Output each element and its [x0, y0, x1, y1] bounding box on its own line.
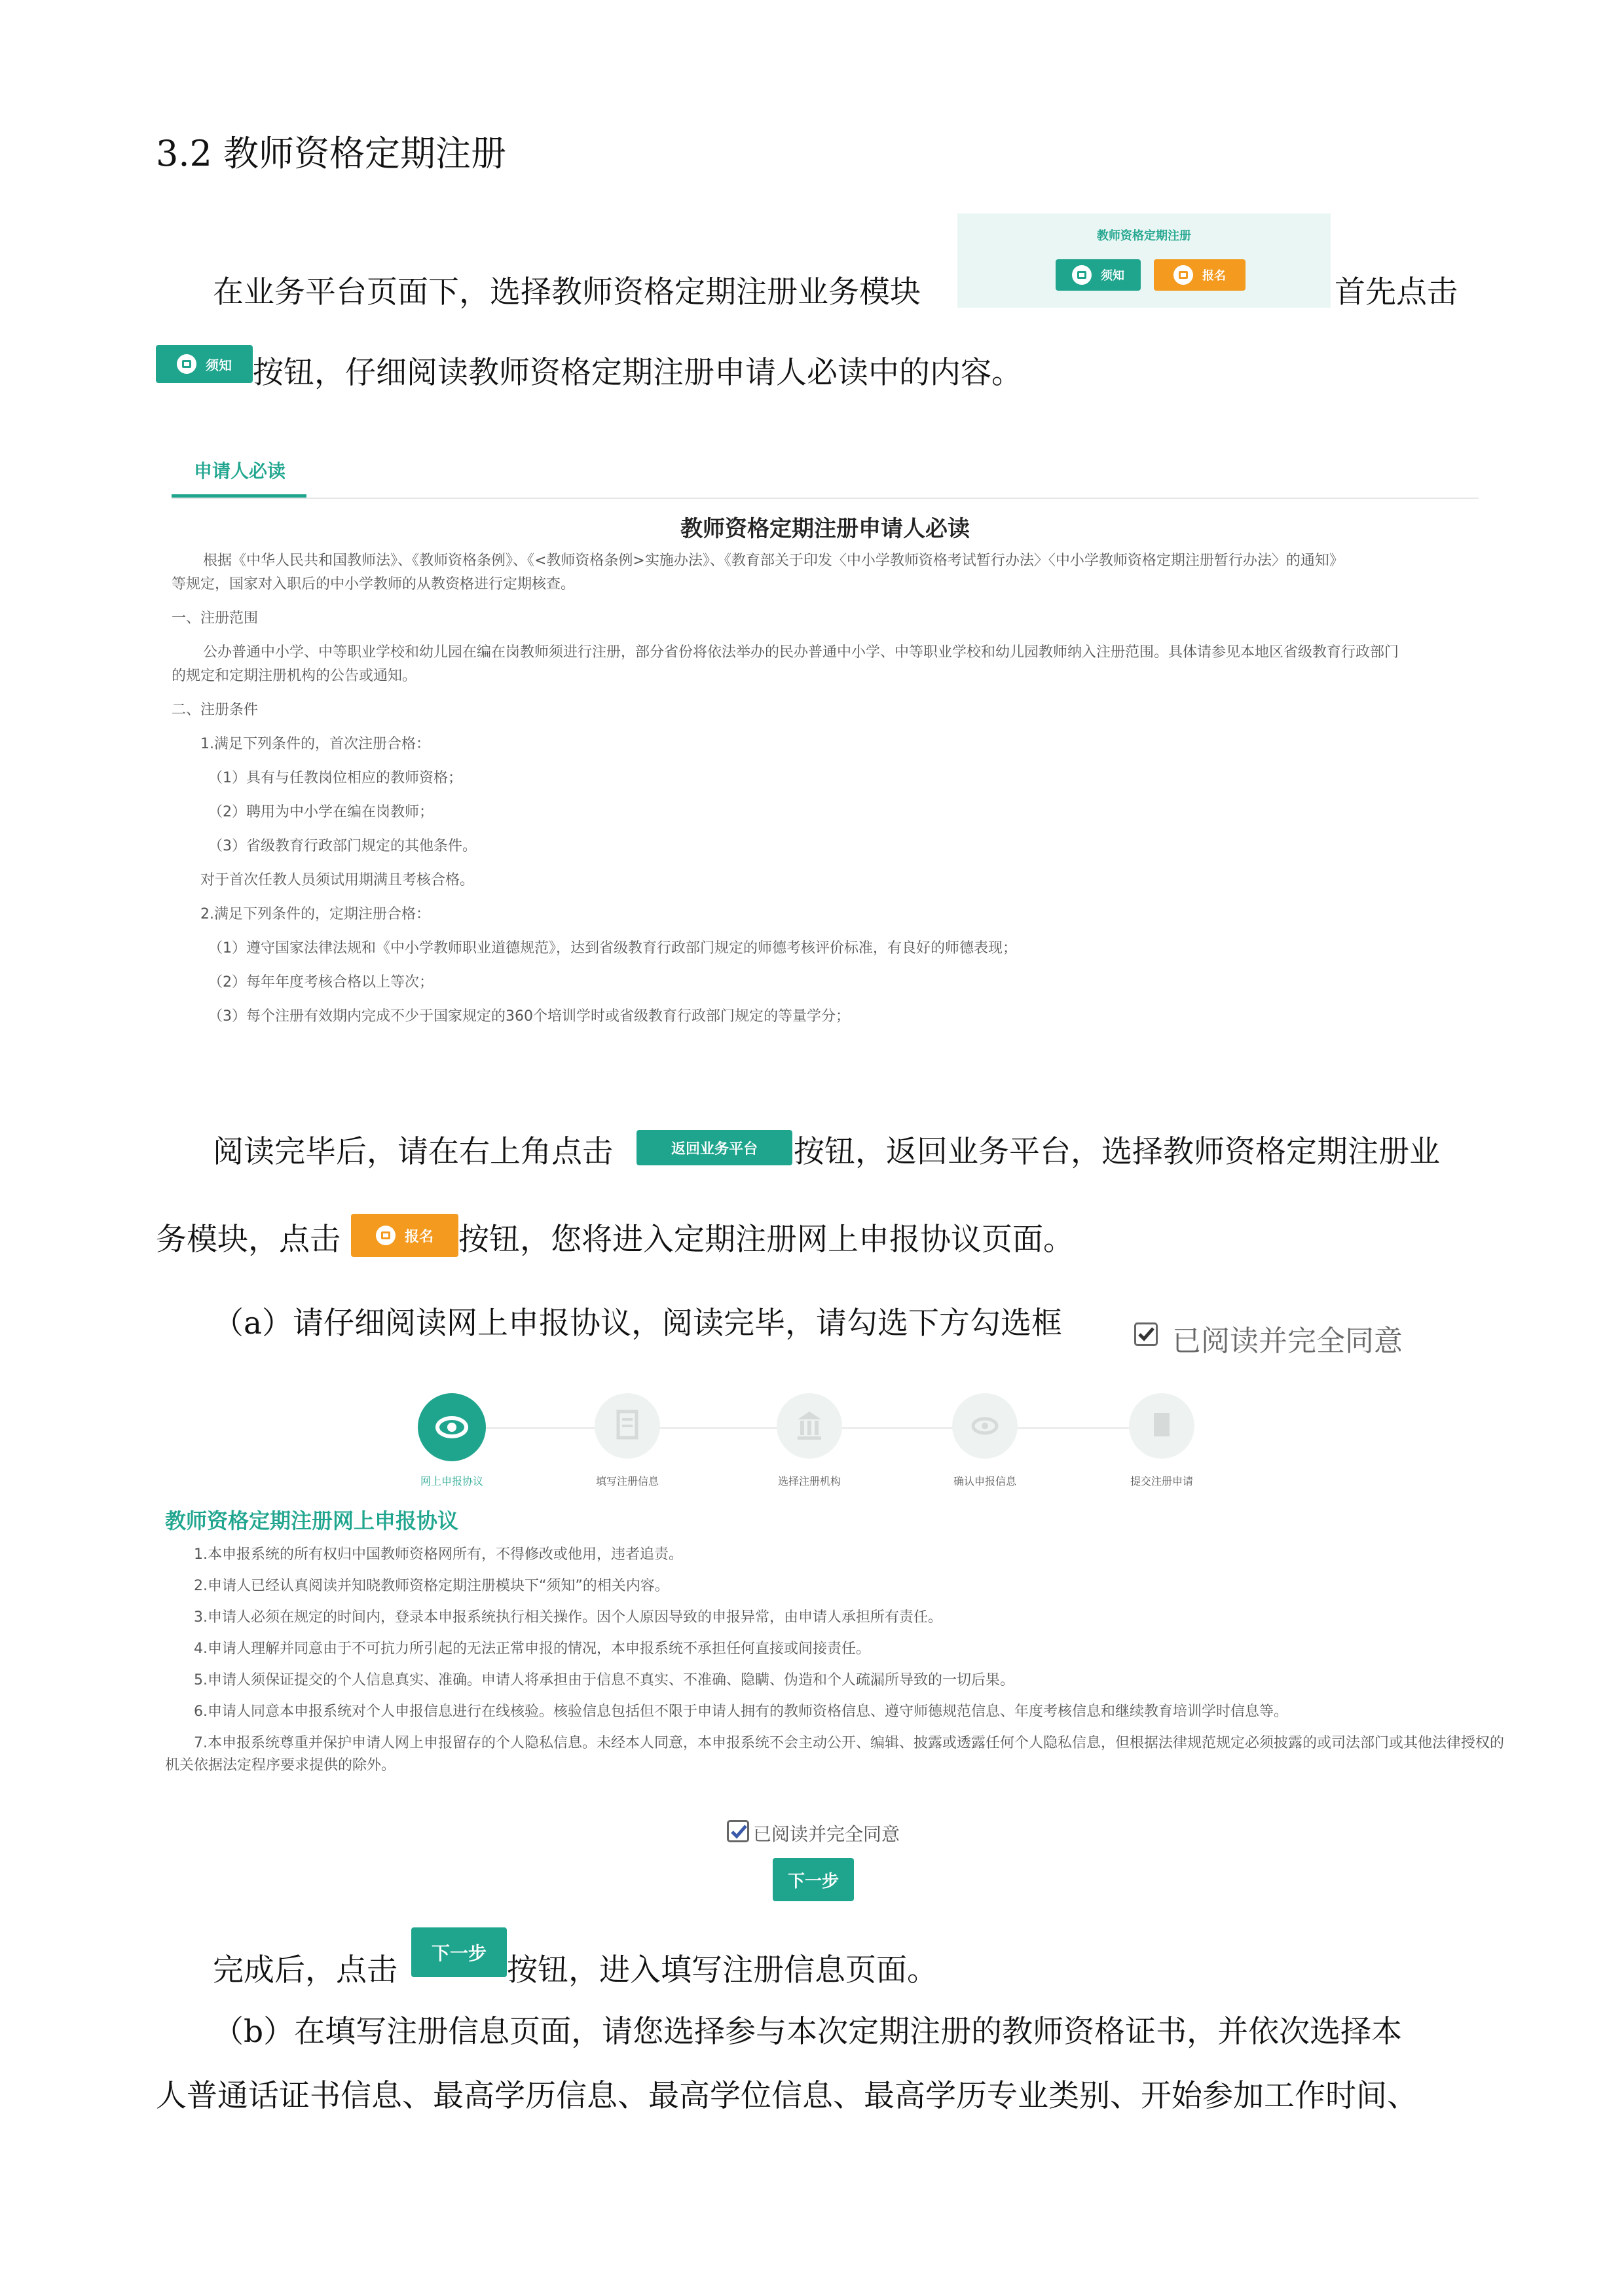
- step-5-label: 提交注册申请: [1130, 1475, 1193, 1487]
- eye-icon: [952, 1393, 1018, 1459]
- paragraph-2-line2-after: 按钮，您将进入定期注册网上申报协议页面。: [458, 1222, 1074, 1258]
- paragraph-4-before: 完成后，点击: [213, 1952, 397, 1988]
- apply-icon: [376, 1226, 396, 1245]
- paragraph-1-after: 首先点击: [1335, 274, 1458, 310]
- check-icon: [1136, 1324, 1156, 1344]
- agreement-line: 4.申请人理解并同意由于不可抗力所引起的无法正常申报的情况，本申报系统不承担任何直接或间接责任。: [194, 1641, 870, 1657]
- must-read-line: （3）每个注册有效期内完成不少于国家规定的360个培训学时或省级教育行政部门规定的等量学分；: [208, 1008, 850, 1025]
- step-3-label: 选择注册机构: [777, 1475, 841, 1487]
- check-icon: [729, 1822, 748, 1842]
- agreement-line: 机关依据法定程序要求提供的除外。: [165, 1757, 396, 1774]
- agreement-line: 2.申请人已经认真阅读并知晓教师资格定期注册模块下“须知”的相关内容。: [194, 1578, 669, 1594]
- agreement-checkbox-label: 已阅读并完全同意: [753, 1823, 900, 1845]
- must-read-line: （2）聘用为中小学在编在岗教师；: [208, 804, 434, 820]
- module-apply-label: 报名: [1202, 269, 1226, 283]
- must-read-line: 2.满足下列条件的，定期注册合格：: [200, 906, 430, 922]
- paragraph-5-line-1: （b）在填写注册信息页面，请您选择参与本次定期注册的教师资格证书，并依次选择本: [213, 2014, 1403, 2050]
- agreement-line: 3.申请人必须在规定的时间内，登录本申报系统执行相关操作。因个人原因导致的申报异常，由申请人承担所有责任。: [194, 1609, 942, 1626]
- must-read-line: 等规定，国家对入职后的中小学教师的从教资格进行定期核查。: [172, 576, 576, 592]
- step-4-label: 确认申报信息: [953, 1475, 1016, 1487]
- must-read-line: 一、注册范围: [172, 610, 259, 627]
- notice-button-label: 须知: [206, 357, 232, 373]
- document-icon: [1129, 1393, 1194, 1459]
- apply-icon: [1173, 265, 1193, 285]
- step-1-dot: [418, 1393, 486, 1461]
- must-read-line: （3）省级教育行政部门规定的其他条件。: [208, 838, 477, 854]
- notice-icon: [177, 354, 196, 374]
- paragraph-2-after: 按钮，返回业务平台，选择教师资格定期注册业: [794, 1134, 1440, 1170]
- agreement-checkbox: [727, 1820, 749, 1842]
- must-read-line: 根据《中华人民共和国教师法》、《教师资格条例》、《<教师资格条例>实施办法》、《教育部关于印发〈中小学教师资格考试暂行办法〉〈中小学教师资格定期注册暂行办法〉的通知》: [203, 553, 1344, 569]
- module-card-screenshot: [957, 213, 1331, 308]
- agreement-line: 6.申请人同意本申报系统对个人申报信息进行在线核验。核验信息包括但不限于申请人拥有的教师资格信息、遵守师德规范信息、年度考核信息和继续教育培训学时信息等。: [194, 1704, 1288, 1720]
- module-card-title: 教师资格定期注册: [1097, 229, 1191, 243]
- must-read-tab: 申请人必读: [194, 460, 286, 482]
- module-notice-label: 须知: [1101, 269, 1124, 283]
- paragraph-1-line-1: 在业务平台页面下，选择教师资格定期注册业务模块: [213, 274, 921, 310]
- notice-icon: [1072, 265, 1092, 285]
- paragraph-1-line-2: 按钮，仔细阅读教师资格定期注册申请人必读中的内容。: [253, 355, 1022, 391]
- must-read-line: （1）具有与任教岗位相应的教师资格；: [208, 770, 462, 786]
- next-button-image: 下一步: [411, 1927, 507, 1977]
- agree-checkbox-label: 已阅读并完全同意: [1172, 1324, 1403, 1358]
- form-icon: [595, 1393, 660, 1459]
- agreement-next-button: 下一步: [773, 1858, 854, 1901]
- eye-icon: [418, 1393, 486, 1461]
- must-read-line: 对于首次任教人员须试用期满且考核合格。: [200, 872, 475, 888]
- agreement-line: 1.本申报系统的所有权归中国教师资格网所有，不得修改或他用，违者追责。: [194, 1546, 683, 1563]
- must-read-title: 教师资格定期注册申请人必读: [680, 516, 970, 542]
- paragraph-5-line-2: 人普通话证书信息、最高学历信息、最高学位信息、最高学历专业类别、开始参加工作时间、: [156, 2078, 1418, 2114]
- module-notice-button: [1056, 259, 1141, 291]
- back-to-platform-button-image: 返回业务平台: [637, 1130, 792, 1165]
- must-read-line: 二、注册条件: [172, 702, 259, 718]
- apply-button-label: 报名: [404, 1228, 434, 1245]
- must-read-line: 的规定和定期注册机构的公告或通知。: [172, 668, 417, 684]
- module-apply-button: [1154, 259, 1246, 291]
- step-2-dot: [595, 1393, 660, 1459]
- step-2-label: 填写注册信息: [595, 1475, 659, 1487]
- must-read-divider: [172, 498, 1479, 499]
- agreement-line: 5.申请人须保证提交的个人信息真实、准确。申请人将承担由于信息不真实、不准确、隐瞒、伪造和个人疏漏所导致的一切后果。: [194, 1672, 1014, 1688]
- step-1-label: 网上申报协议: [420, 1475, 483, 1487]
- must-read-line: （2）每年年度考核合格以上等次；: [208, 974, 434, 991]
- paragraph-2-line2-before: 务模块，点击: [156, 1222, 341, 1258]
- must-read-line: 公办普通中小学、中等职业学校和幼儿园在编在岗教师须进行注册，部分省份将依法举办的民办普通中小学、中等职业学校和幼儿园教师纳入注册范围。具体请参见本地区省级教育行政部门: [203, 644, 1399, 661]
- agreement-title: 教师资格定期注册网上申报协议: [165, 1508, 459, 1533]
- section-heading: 3.2 教师资格定期注册: [156, 133, 507, 174]
- paragraph-2-before: 阅读完毕后，请在右上角点击: [213, 1134, 613, 1170]
- paragraph-3: （a）请仔细阅读网上申报协议，阅读完毕，请勾选下方勾选框: [213, 1305, 1063, 1341]
- agree-checkbox-image: [1134, 1322, 1158, 1346]
- must-read-line: （1）遵守国家法律法规和《中小学教师职业道德规范》，达到省级教育行政部门规定的师德考核评价标准，有良好的师德表现；: [208, 940, 1018, 957]
- step-3-dot: [777, 1393, 842, 1459]
- step-4-dot: [952, 1393, 1018, 1459]
- must-read-line: 1.满足下列条件的，首次注册合格：: [200, 736, 430, 752]
- step-5-dot: [1129, 1393, 1194, 1459]
- agreement-line: 7.本申报系统尊重并保护申请人网上申报留存的个人隐私信息。未经本人同意，本申报系统不会主动公开、编辑、披露或透露任何个人隐私信息，但根据法律规范规定必须披露的或司法部门或其他法律授权的: [194, 1735, 1504, 1751]
- notice-button-image: [156, 345, 253, 383]
- building-icon: [777, 1393, 842, 1459]
- apply-button-image: [351, 1214, 458, 1257]
- paragraph-4-after: 按钮，进入填写注册信息页面。: [507, 1952, 938, 1988]
